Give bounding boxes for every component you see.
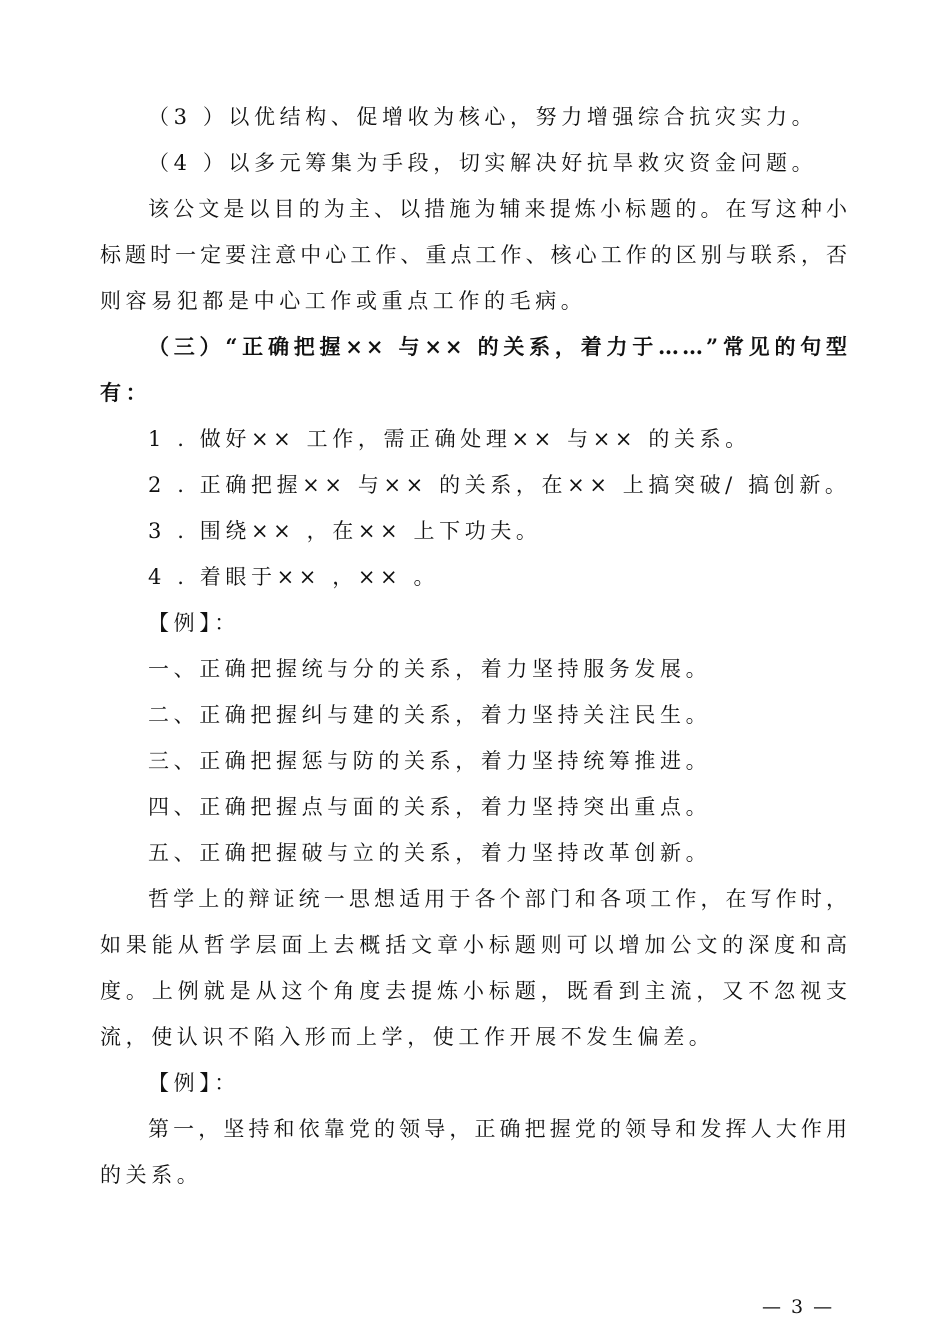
paragraph-line: 如果能从哲学层面上去概括文章小标题则可以增加公文的深度和高 [100,933,850,957]
list-item: 2 . 正确把握×× 与×× 的关系，在×× 上搞突破/ 搞创新。 [148,473,851,497]
section-heading-continuation: 有： [100,380,152,405]
paragraph-line: 流，使认识不陷入形而上学，使工作开展不发生偏差。 [100,1025,715,1049]
example-item: 一、正确把握统与分的关系，着力坚持服务发展。 [148,657,712,681]
paragraph-line: 度。上例就是从这个角度去提炼小标题，既看到主流，又不忽视支 [100,979,850,1003]
example-label: 【例】： [148,611,240,635]
list-item: 4 . 着眼于×× ，×× 。 [148,565,440,589]
paragraph-line: （3 ）以优结构、促增收为核心，努力增强综合抗灾实力。 [148,105,818,129]
section-heading: （三）“正确把握×× 与×× 的关系，着力于……”常见的句型 [148,334,850,359]
example-item: 五、正确把握破与立的关系，着力坚持改革创新。 [148,841,712,865]
paragraph-line: 第一，坚持和依靠党的领导，正确把握党的领导和发挥人大作用 [148,1117,850,1141]
document-body [100,94,850,1198]
paragraph-line: 哲学上的辩证统一思想适用于各个部门和各项工作，在写作时， [148,887,850,911]
example-item: 二、正确把握纠与建的关系，着力坚持关注民生。 [148,703,712,727]
list-item: 3 . 围绕×× ，在×× 上下功夫。 [148,519,542,543]
paragraph-line: 的关系。 [100,1163,203,1187]
paragraph-line: 则容易犯都是中心工作或重点工作的毛病。 [100,289,587,313]
example-item: 三、正确把握惩与防的关系，着力坚持统筹推进。 [148,749,712,773]
example-label: 【例】： [148,1071,240,1095]
list-item: 1 . 做好×× 工作，需正确处理×× 与×× 的关系。 [148,427,751,451]
paragraph-line: （4 ）以多元筹集为手段，切实解决好抗旱救灾资金问题。 [148,151,818,175]
paragraph-line: 该公文是以目的为主、以措施为辅来提炼小标题的。在写这种小 [148,197,850,221]
paragraph-line: 标题时一定要注意中心工作、重点工作、核心工作的区别与联系，否 [100,243,850,267]
page-number: — 3 — [762,1296,835,1318]
example-item: 四、正确把握点与面的关系，着力坚持突出重点。 [148,795,712,819]
